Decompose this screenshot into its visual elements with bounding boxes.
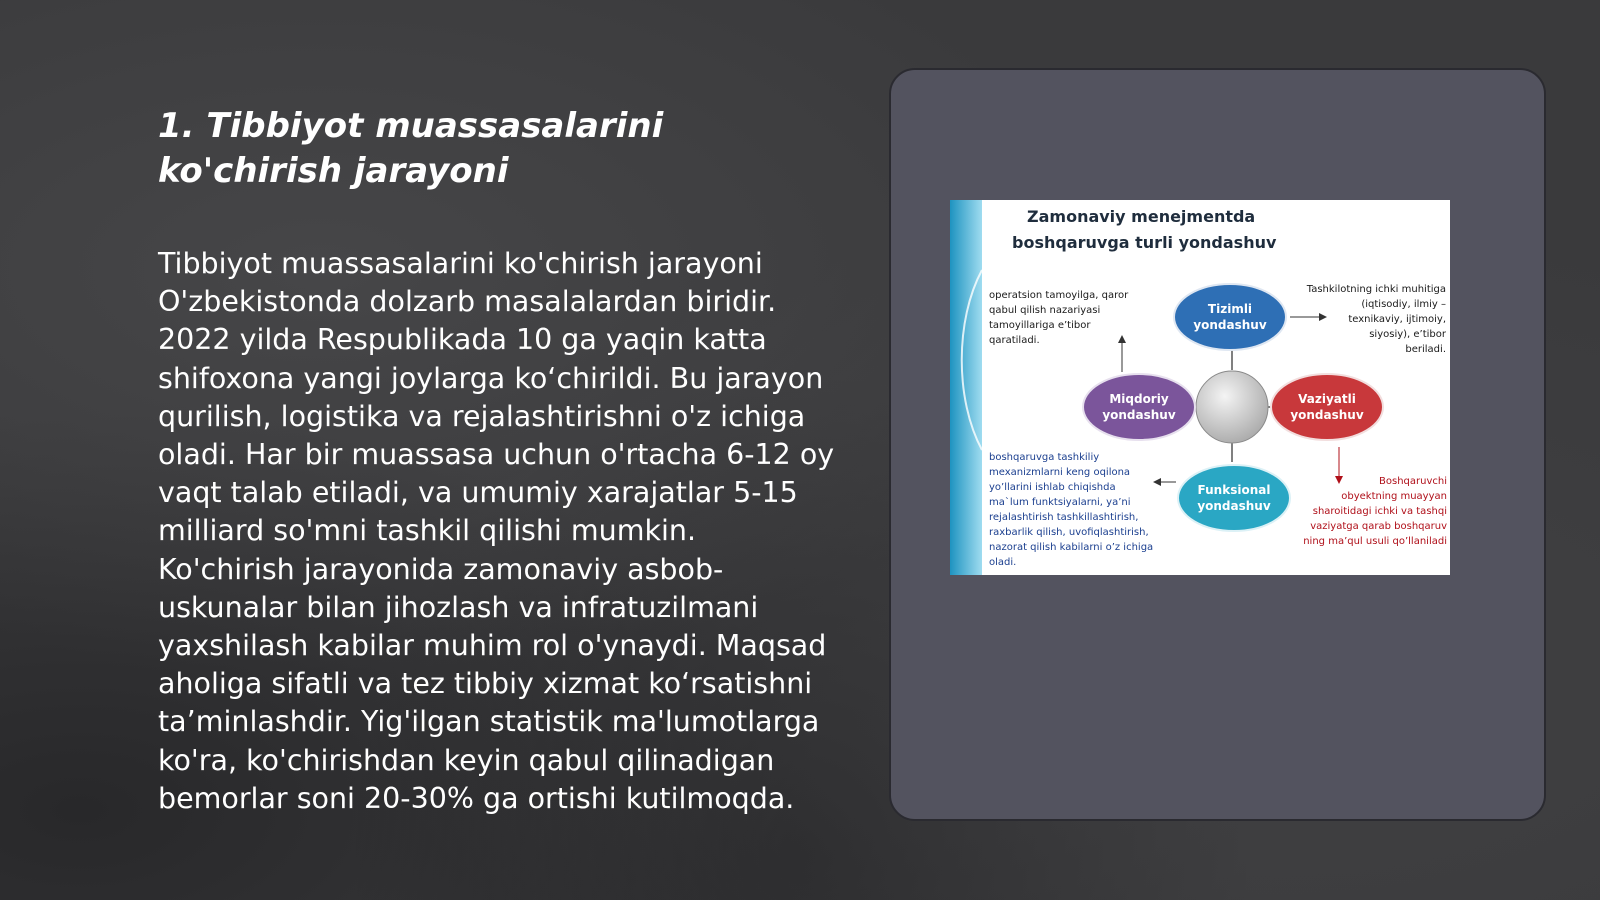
diagram-title-line2: boshqaruvga turli yondashuv: [1012, 233, 1277, 252]
oval-functional-approach: [1178, 465, 1290, 531]
svg-text:qabul qilish nazariyasi: qabul qilish nazariyasi: [989, 305, 1101, 316]
svg-text:mexanizmlarni keng oqilona: mexanizmlarni keng oqilona: [989, 467, 1131, 478]
svg-text:texnikaviy, ijtimoiy,: texnikaviy, ijtimoiy,: [1348, 314, 1446, 325]
oval-right-label-line2: yondashuv: [1290, 408, 1364, 422]
svg-text:Boshqaruvchi: Boshqaruvchi: [1379, 476, 1447, 487]
svg-text:siyosiy), e’tibor: siyosiy), e’tibor: [1369, 329, 1446, 340]
oval-right-label-line1: Vaziyatli: [1298, 392, 1356, 406]
oval-situational-approach: [1271, 374, 1383, 440]
note-bottom-left: [989, 452, 1153, 568]
oval-bottom-label-line2: yondashuv: [1197, 499, 1271, 513]
diagram-svg: [950, 200, 1450, 575]
diagram-title-line1: Zamonaviy menejmentda: [1027, 207, 1256, 226]
svg-text:boshqaruvga tashkiliy: boshqaruvga tashkiliy: [989, 452, 1100, 463]
oval-top-label-line2: yondashuv: [1193, 318, 1267, 332]
svg-text:qaratiladi.: qaratiladi.: [989, 335, 1040, 346]
oval-bottom-label-line1: Funksional: [1197, 483, 1271, 497]
note-bottom-right: [1303, 476, 1447, 547]
oval-systemic-approach: [1174, 284, 1286, 350]
note-top-left: [989, 290, 1129, 346]
approaches-diagram: [950, 200, 1450, 575]
svg-text:operatsion tamoyilga, qaror: operatsion tamoyilga, qaror: [989, 290, 1129, 301]
center-circle: [1196, 371, 1268, 443]
svg-text:obyektning muayyan: obyektning muayyan: [1341, 491, 1447, 502]
svg-text:tamoyillariga e’tibor: tamoyillariga e’tibor: [989, 320, 1091, 331]
svg-text:raxbarlik qilish, uvofiqlash: raxbarlik qilish, uvofiqlashtirish,: [989, 527, 1149, 538]
svg-text:ning ma’qul usuli qo’llanila: ning ma’qul usuli qo’llaniladi: [1303, 536, 1447, 547]
svg-text:ma`lum funktsiyalarni, ya’ni: ma`lum funktsiyalarni, ya’ni: [989, 497, 1131, 508]
oval-left-label-line2: yondashuv: [1102, 408, 1176, 422]
oval-left-label-line1: Miqdoriy: [1109, 392, 1169, 406]
svg-text:vaziyatga qarab boshqaruv: vaziyatga qarab boshqaruv: [1310, 521, 1447, 532]
svg-text:sharoitidagi ichki va tashqi: sharoitidagi ichki va tashqi: [1312, 506, 1447, 517]
slide-body-text: Tibbiyot muassasalarini ko'chirish jarayoni O'zbekistonda dolzarb masalalardan biridir. 2022 yilda Respublikada 10 ga yaqin katta shifoxona yangi joylarga ko‘chirildi. Bu jarayon qurilish, logistika va rejalashtirishni o'z ichiga oladi. Har bir muassasa uchun o'rtacha 6-12 oy vaqt talab etiladi, va umumiy xarajatlar 5-15 milliard so'mni tashkil qilishi mumkin. Ko'chirish jarayonida zamonaviy asbob-uskunalar bilan jihozlash va infratuzilmani yaxshilash kabilar muhim rol o'ynaydi. Maqsad aholiga sifatli va tez tibbiy xizmat ko‘rsatishni ta’minlashdir. Yig'ilgan statistik ma'lumotlarga ko'ra, ko'chirishdan keyin qabul qilinadigan bemorlar soni 20-30% ga ortishi kutilmoqda.: [158, 247, 835, 815]
slide-title: 1. Tibbiyot muassasalarini ko'chirish jarayoni: [158, 106, 664, 191]
oval-quantitative-approach: [1083, 374, 1195, 440]
svg-text:beriladi.: beriladi.: [1405, 344, 1446, 355]
decorative-stripe: [950, 200, 982, 575]
svg-text:Tashkilotning ichki muhitiga: Tashkilotning ichki muhitiga: [1306, 284, 1446, 295]
svg-text:yo’llarini ishlab chiqishda: yo’llarini ishlab chiqishda: [989, 482, 1116, 493]
svg-text:nazorat qilish kabilarni o’: nazorat qilish kabilarni o’z ichiga: [989, 542, 1154, 553]
svg-text:rejalashtirish tashkillashtir: rejalashtirish tashkillashtirish,: [989, 512, 1139, 523]
svg-text:(iqtisodiy, ilmiy –: (iqtisodiy, ilmiy –: [1361, 299, 1446, 310]
note-top-right: [1306, 284, 1447, 355]
svg-text:oladi.: oladi.: [989, 557, 1017, 568]
oval-top-label-line1: Tizimli: [1207, 302, 1253, 316]
